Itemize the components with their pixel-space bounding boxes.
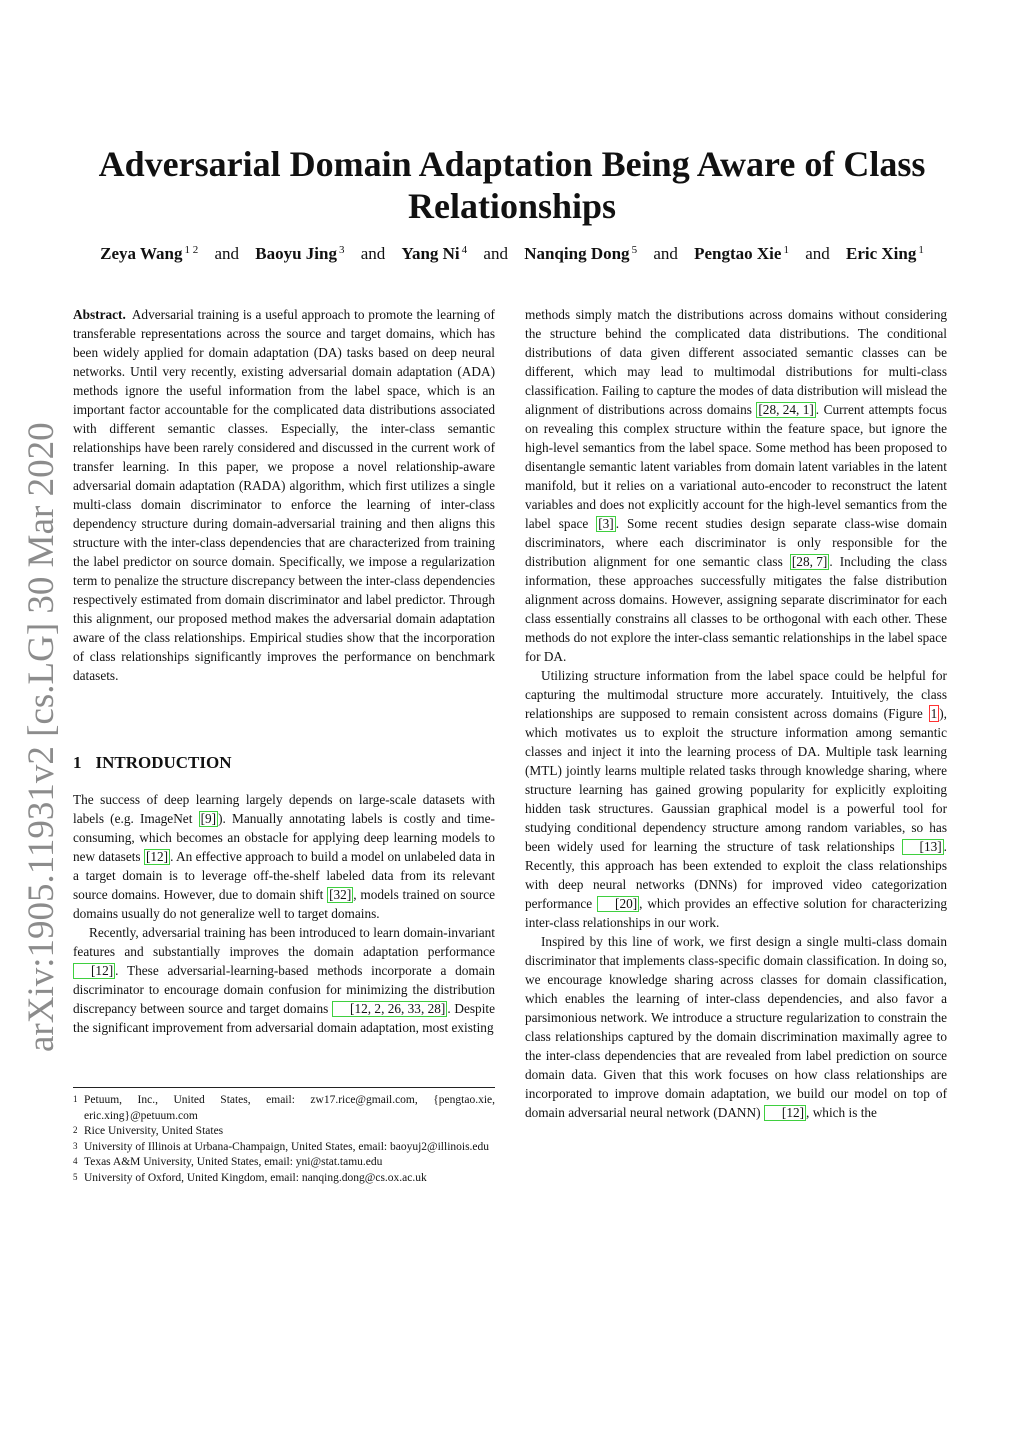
- footnote: 5 University of Oxford, United Kingdom, email: nanqing.dong@cs.ox.ac.uk: [73, 1171, 427, 1184]
- and-word: and: [214, 244, 240, 263]
- footnote-rule: [73, 1087, 495, 1088]
- section-heading: 1 INTRODUCTION: [73, 753, 232, 772]
- paragraph: The success of deep learning largely depends on large-scale datasets with labels (e.g. ImageNet [9] ). Manually annotating labels is costly and time-consuming, which becomes an obstacle for applying deep learning models to new datasets [12] . An effective approach to build a model on unlabeled data in a target domain is to leverage off-the-shelf labeled data from its relevant source domains. However, due to domain shift [32] , models trained on source domains usually do not generalize well to target domains.: [73, 792, 495, 921]
- paragraph: Inspired by this line of work, we first design a single multi-class domain discriminator that implements class-specific domain classification. In doing so, we encourage knowledge sharing across classes for domain classification, which enables the learning of inter-class dependencies, and also favor a parsimonious network. We introduce a structure regularization to constrain the class relationships captured by the domain discrimination maximally agree to the inter-class dependencies that are revealed from label prediction on source domain data. Given that this work focuses on how class relationships are incorporated to improve domain adaptation, we build our model on top of domain adversarial neural network (DANN) [12] , which is the: [525, 934, 947, 1120]
- and-word: and: [360, 244, 386, 263]
- footnote: 3 University of Illinois at Urbana-Champaign, United States, email: baoyuj2@illinois.edu: [73, 1140, 490, 1153]
- abstract-label: Abstract.: [73, 307, 126, 322]
- footnote: 1 Petuum, Inc., United States, email: zw17.rice@gmail.com, {pengtao.xie, eric.xing}@petuum.com: [73, 1094, 495, 1122]
- paragraph: Utilizing structure information from the label space could be helpful for capturing the multimodal structure more accurately. Intuitively, the class relationships are supposed to remain consistent across domains (Figure 1 ), which motivates us to exploit the structure information among semantic classes and inject it into the learning process of DA. Multiple task learning (MTL) jointly learns multiple related tasks through knowledge sharing, where structure learning has gained growing popularity for explicitly exploiting hidden task structures. Gaussian graphical model is a powerful tool for studying conditional dependency structure among random variables, so has been widely used for learning the structure of task relationships [13] . Recently, this approach has been extended to exploit the class relationships with deep neural networks (DNNs) for improved video categorization performance [20] , which provides an effective solution for characterizing inter-class relationships in our work.: [525, 668, 948, 930]
- footnote: 2 Rice University, United States: [73, 1125, 224, 1137]
- author: Yang Ni $^4$: [401, 244, 468, 263]
- citation-link[interactable]: [28, 7]: [791, 554, 828, 569]
- citation-link[interactable]: [12]: [73, 963, 115, 979]
- footnotes: [73, 1093, 495, 1186]
- citation-link[interactable]: [12]: [145, 849, 169, 864]
- citation-link[interactable]: [3]: [598, 516, 614, 531]
- and-word: and: [805, 244, 830, 263]
- author: Baoyu Jing $^3$: [255, 244, 345, 263]
- arxiv-identifier: arXiv:1905.11931v2 [cs.LG] 30 Mar 2020: [21, 422, 62, 1052]
- and-word: and: [483, 244, 508, 263]
- abstract: [73, 305, 495, 685]
- paper-title: Adversarial Domain Adaptation Being Aware of Class Relationships: [98, 144, 926, 226]
- citation-link[interactable]: [9]: [200, 811, 217, 826]
- footnote: 4 Texas A&M University, United States, email: yni@stat.tamu.edu: [73, 1156, 383, 1168]
- citation-link[interactable]: [12]: [764, 1105, 806, 1121]
- citation-link[interactable]: [12, 2, 26, 33, 28]: [332, 1001, 447, 1017]
- citation-link[interactable]: [20]: [597, 896, 639, 912]
- author: Eric Xing $^1$: [846, 244, 924, 263]
- author: Nanqing Dong $^5$: [524, 244, 638, 263]
- citation-link[interactable]: [32]: [329, 887, 352, 902]
- right-column: [525, 305, 947, 1122]
- paragraph: methods simply match the distributions across domains without considering the structure behind the complicated data distributions. The conditional distributions of data given different associated semantic classes can be different, which may lead to multimodal distributions for multi-class classification. Failing to capture the modes of data distribution will mislead the alignment of distributions across domains [28, 24, 1] . Current attempts focus on revealing this complex structure within the feature space, but ignore the high-level semantics from the label space. Some method has been proposed to disentangle semantic latent variables from domain latent variables in the latent manifold, but it relies on a variational auto-encoder to reconstruct the latent variables and does not explicitly account for the high-level semantics from the label space [3] . Some recent studies design separate class-wise domain discriminators, where each discriminator is only responsible for the distribution alignment for one semantic class [28, 7] . Including the class information, these approaches successfully mitigates the false distribution alignment across domains. However, assigning separate discriminator for each class essentially constrains all classes to be orthogonal with each other. These methods do not explore the inter-class semantic relationships in the label space for DA.: [525, 307, 947, 664]
- figure-link[interactable]: 1: [930, 706, 938, 721]
- citation-link[interactable]: [28, 24, 1]: [758, 402, 814, 417]
- introduction-body: [73, 790, 495, 1037]
- citation-link[interactable]: [13]: [902, 839, 944, 855]
- abstract-text: Adversarial training is a useful approach to promote the learning of transferable representations across the source and target domains, which has been widely applied for domain adaptation (DA) tasks based on deep neural networks. Until very recently, existing adversarial domain adaptation (ADA) methods ignore the useful information from the label space, which is an important factor accountable for the complicated data distributions associated with different semantic classes. Especially, the inter-class semantic relationships have been rarely considered and discussed in the current work of transfer learning. In this paper, we propose a novel relationship-aware adversarial domain adaptation (RADA) algorithm, which first utilizes a single multi-class domain discriminator to enforce the learning of inter-class dependency structure during domain-adversarial training and then aligns this structure with the inter-class dependencies that are characterized from training the label predictor on source domain. Specifically, we impose a regularization term to penalize the structure discrepancy between the inter-class dependencies respectively estimated from domain discriminator and label predictor. Through this alignment, our proposed method makes the adversarial domain adaptation aware of the class relationships. Empirical studies show that the incorporation of class relationships significantly improves the performance on benchmark datasets.: [73, 307, 495, 683]
- author: Pengtao Xie $^1$: [694, 244, 789, 263]
- and-word: and: [653, 244, 678, 263]
- author-list: [60, 243, 964, 265]
- author: Zeya Wang $^{1 2}$: [100, 244, 199, 263]
- paragraph: Recently, adversarial training has been introduced to learn domain-invariant features and substantially improves the domain adaptation performance [12] . These adversarial-learning-based methods incorporate a domain discriminator to encourage domain confusion for minimizing the distribution discrepancy between source and target domains [12, 2, 26, 33, 28] . Despite the significant improvement from adversarial domain adaptation, most existing: [73, 925, 495, 1035]
